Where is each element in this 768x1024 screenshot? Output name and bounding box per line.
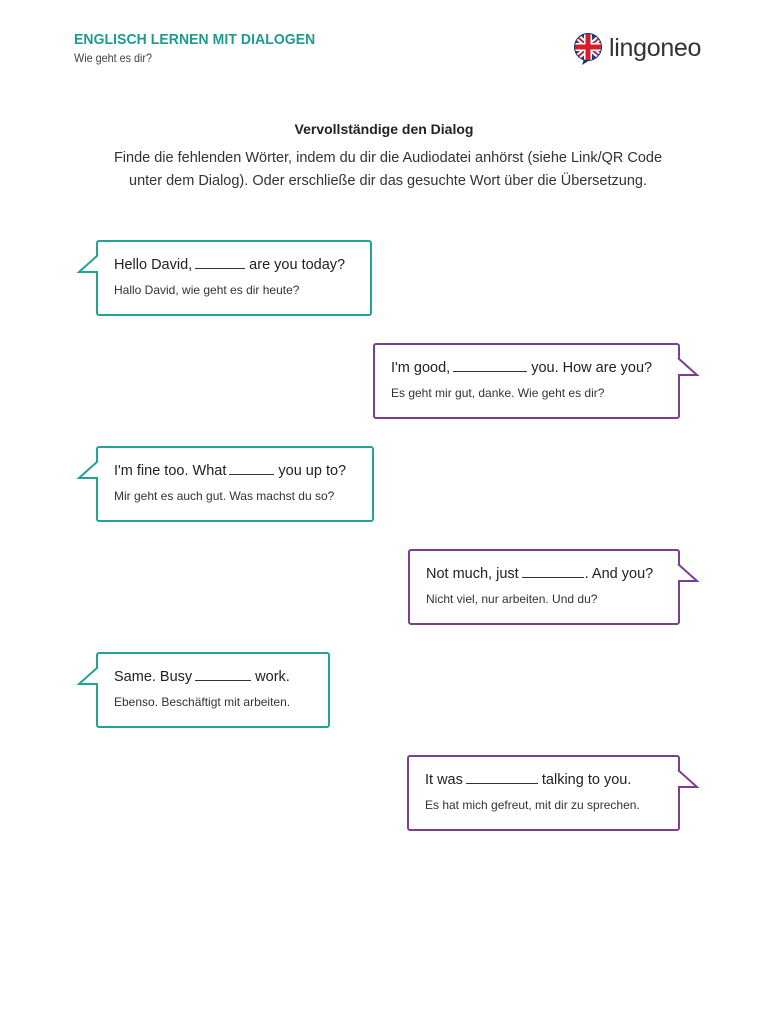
dialog-bubble: [407, 755, 680, 831]
answer-blank[interactable]: [466, 771, 538, 784]
bubble-tail: [78, 460, 98, 480]
dialog-line-german: Nicht viel, nur arbeiten. Und du?: [426, 592, 598, 606]
dialog-line-german: Es geht mir gut, danke. Wie geht es dir?: [391, 386, 605, 400]
instructions-heading: Vervollständige den Dialog: [294, 121, 474, 137]
dialog-line-english: Not much, just . And you?: [426, 566, 654, 582]
answer-blank[interactable]: [195, 668, 251, 681]
answer-blank[interactable]: [195, 256, 245, 269]
dialog-bubble: [373, 343, 680, 419]
uk-flag-speech-bubble-icon: [573, 33, 605, 65]
dialog-line-english: Same. Busy work.: [114, 669, 290, 685]
bubble-tail: [678, 563, 698, 583]
dialog-line-english: I'm good, you. How are you?: [391, 360, 653, 376]
dialog-line-german: Hallo David, wie geht es dir heute?: [114, 283, 300, 297]
dialog-bubble: [408, 549, 680, 625]
dialog-bubble: [96, 652, 330, 728]
lingoneo-logo: [573, 32, 701, 66]
header-subtitle: Wie geht es dir?: [74, 51, 153, 65]
dialog-bubble: [96, 240, 372, 316]
logo-wordmark: lingoneo: [609, 33, 702, 62]
dialog-line-german: Ebenso. Beschäftigt mit arbeiten.: [114, 695, 291, 709]
dialog-line-german: Es hat mich gefreut, mit dir zu sprechen.: [425, 798, 640, 812]
answer-blank[interactable]: [522, 565, 584, 578]
instructions-text: Finde die fehlenden Wörter, indem du dir die Audiodatei anhörst (siehe Link/QR Code unter dem Dialog). Oder erschließe dir das gesuchte Wort über die Übersetzung.: [113, 150, 663, 189]
dialog-line-english: I'm fine too. What you up to?: [114, 463, 347, 479]
dialog-bubble: [96, 446, 374, 522]
bubble-tail: [678, 769, 698, 789]
answer-blank[interactable]: [453, 359, 527, 372]
header-title: ENGLISCH LERNEN MIT DIALOGEN: [74, 31, 316, 48]
answer-blank[interactable]: [229, 462, 274, 475]
dialog-line-german: Mir geht es auch gut. Was machst du so?: [114, 489, 335, 503]
dialog-line-english: It was talking to you.: [425, 772, 632, 788]
bubble-tail: [78, 666, 98, 686]
dialog-line-english: Hello David, are you today?: [114, 257, 346, 273]
bubble-tail: [678, 357, 698, 377]
bubble-tail: [78, 254, 98, 274]
